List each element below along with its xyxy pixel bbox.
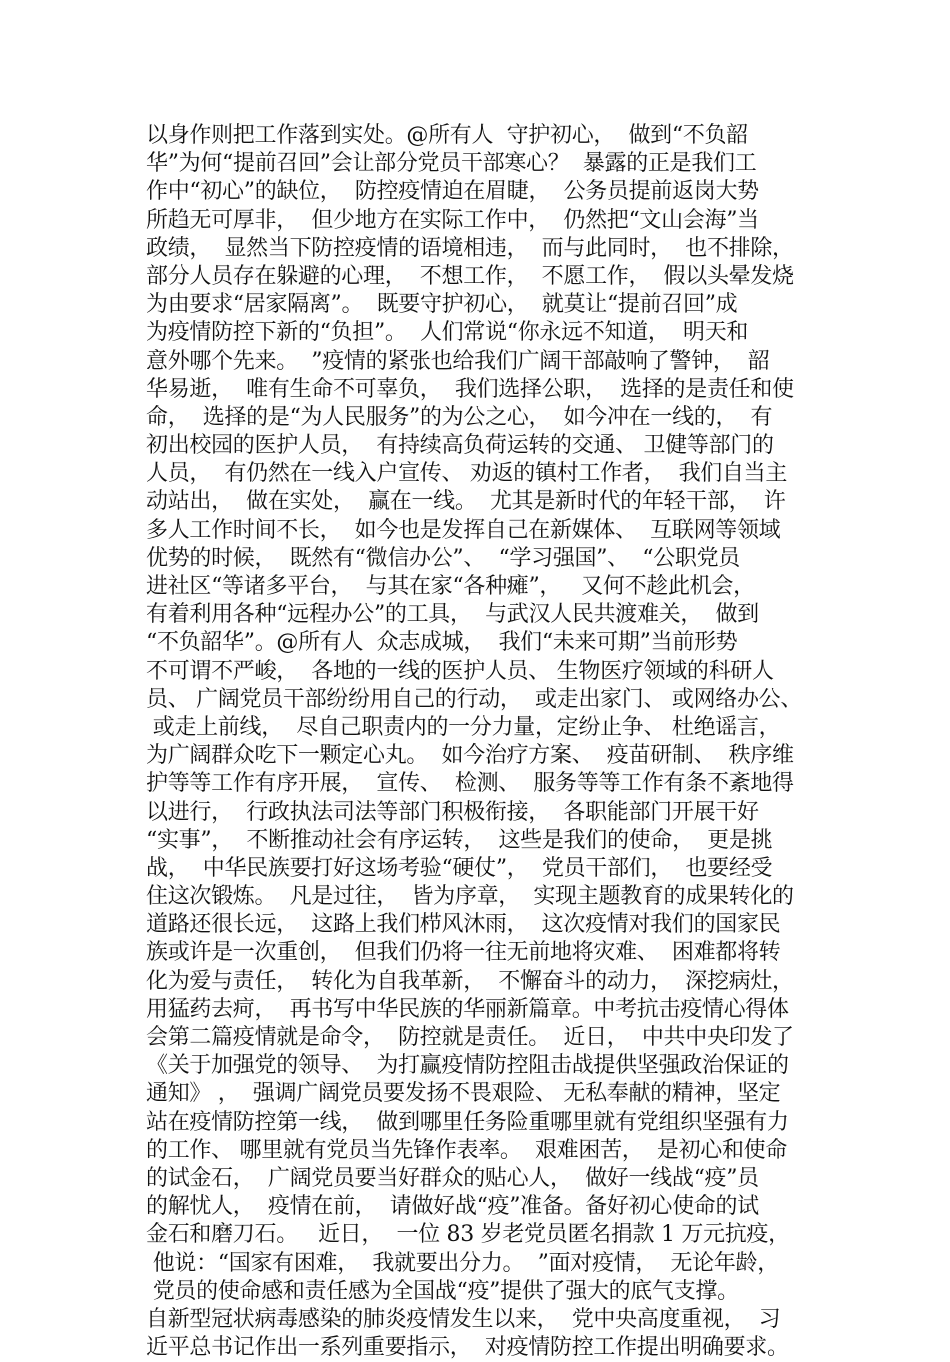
- text-line: 进社区“等诸多平台， 与其在家“各种瘫”， 又何不趁此机会，: [146, 574, 755, 599]
- text-line: 《关于加强党的领导、 为打赢疫情防控阻击战提供坚强政治保证的: [146, 1053, 789, 1079]
- text-line: 以进行， 行政执法司法等部门积极衔接， 各职能部门开展干好: [146, 799, 759, 825]
- text-line: “不负韶华”。@所有人 众志成城， 我们“未来可期”当前形势: [146, 630, 738, 656]
- text-line: 所趋无可厚非， 但少地方在实际工作中， 仍然把“文山会海”当: [146, 207, 759, 233]
- text-line: 的试金石， 广阔党员要当好群众的贴心人， 做好一线战“疫”员: [146, 1165, 759, 1191]
- text-line: 动站出， 做在实处， 赢在一线。 尤其是新时代的年轻干部， 许: [146, 489, 786, 515]
- text-line: 命， 选择的是“为人民服务”的为公之心， 如今冲在一线的， 有: [146, 404, 773, 430]
- text-line: 员、 广阔党员干部纷纷用自己的行动， 或走出家门、 或网络办公、: [146, 686, 803, 712]
- text-line: 政绩， 显然当下防控疫情的语境相违， 而与此同时， 也不排除，: [146, 235, 794, 261]
- text-line: 华易逝， 唯有生命不可辜负， 我们选择公职， 选择的是责任和使: [146, 376, 794, 402]
- text-line: 多人工作时间不长， 如今也是发挥自己在新媒体、 互联网等领域: [146, 517, 781, 543]
- text-line: 战， 中华民族要打好这场考验“硬仗”， 党员干部们， 也要经受: [146, 855, 773, 881]
- text-line: 化为爱与责任， 转化为自我革新， 不懈奋斗的动力， 深挖病灶，: [146, 968, 794, 994]
- text-line: 为广阔群众吃下一颗定心丸。 如今治疗方案、 疫苗研制、 秩序维: [146, 743, 794, 769]
- text-line: 站在疫情防控第一线， 做到哪里任务险重哪里就有党组织坚强有力: [146, 1109, 789, 1135]
- text-line: 自新型冠状病毒感染的肺炎疫情发生以来， 党中央高度重视， 习: [146, 1306, 781, 1332]
- text-line: 为由要求“居家隔离”。 既要守护初心， 就莫让“提前召回”成: [146, 292, 738, 318]
- text-line: 或走上前线， 尽自己职责内的一分力量，定纷止争、 杜绝谣言，: [146, 714, 781, 740]
- text-line: “实事”， 不断推动社会有序运转， 这些是我们的使命， 更是挑: [146, 827, 773, 853]
- text-line: 用猛药去疴， 再书写中华民族的华丽新篇章。中考抗击疫情心得体: [146, 996, 789, 1022]
- text-line: 部分人员存在躲避的心理， 不想工作， 不愿工作， 假以头晕发烧: [146, 263, 794, 289]
- text-line: 的解忧人， 疫情在前， 请做好战“疫”准备。备好初心使命的试: [146, 1194, 759, 1220]
- text-line: 优势的时候， 既然有“微信办公”、 “学习强国”、 “公职党员: [146, 545, 740, 571]
- text-line: 道路还很长远， 这路上我们栉风沐雨， 这次疫情对我们的国家民: [146, 912, 781, 938]
- text-line: 有着利用各种“远程办公”的工具， 与武汉人民共渡难关， 做到: [146, 602, 759, 628]
- text-line: 他说：“国家有困难， 我就要出分力。 ”面对疫情， 无论年龄，: [146, 1250, 779, 1276]
- text-line: 近平总书记作出一系列重要指示， 对疫情防控工作提出明确要求。: [146, 1335, 789, 1361]
- text-line: 不可谓不严峻， 各地的一线的医护人员、 生物医疗领域的科研人: [146, 658, 774, 684]
- text-line: 金石和磨刀石。 近日， 一位 83 岁老党员匿名捐款 1 万元抗疫，: [146, 1222, 790, 1248]
- text-line: 住这次锻炼。 凡是过往， 皆为序章， 实现主题教育的成果转化的: [146, 884, 794, 910]
- text-line: 护等等工作有序开展， 宣传、 检测、 服务等等工作有条不紊地得: [146, 771, 794, 797]
- text-line: 会第二篇疫情就是命令， 防控就是责任。 近日， 中共中央印发了: [146, 1025, 794, 1050]
- text-line: 作中“初心”的缺位， 防控疫情迫在眉睫， 公务员提前返岗大势: [146, 179, 759, 205]
- text-line: 人员， 有仍然在一线入户宣传、 劝返的镇村工作者， 我们自当主: [146, 461, 788, 487]
- text-line: 为疫情防控下新的“负担”。 人们常说“你永远不知道， 明天和: [146, 320, 749, 346]
- text-line: 族或许是一次重创， 但我们仍将一往无前地将灾难、 困难都将转: [146, 940, 781, 966]
- text-line: 华”为何“提前召回”会让部分党员干部寒心？ 暴露的正是我们工: [146, 151, 757, 177]
- text-line: 意外哪个先来。 ”疫情的紧张也给我们广阔干部敲响了警钟， 韶: [146, 348, 770, 374]
- text-line: 以身作则把工作落到实处。@所有人 守护初心， 做到“不负韶: [146, 123, 748, 148]
- text-line: 党员的使命感和责任感为全国战“疫”提供了强大的底气支撑。: [146, 1278, 739, 1304]
- document-body: [146, 122, 826, 1362]
- text-line: 通知》 ， 强调广阔党员要发扬不畏艰险、 无私奉献的精神，坚定: [146, 1081, 781, 1107]
- text-line: 初出校园的医护人员， 有持续高负荷运转的交通、 卫健等部门的: [146, 433, 774, 459]
- text-line: 的工作、 哪里就有党员当先锋作表率。 艰难困苦， 是初心和使命: [146, 1137, 788, 1163]
